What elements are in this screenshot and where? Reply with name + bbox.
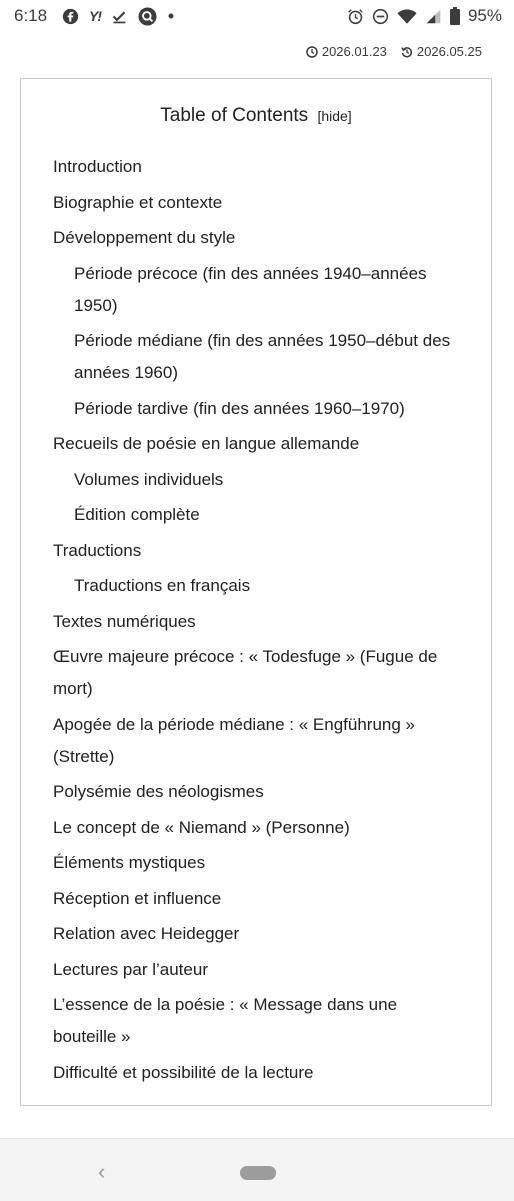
- toc-item[interactable]: Polysémie des néologismes: [53, 782, 264, 801]
- home-pill-icon[interactable]: [240, 1166, 276, 1180]
- dot-icon: [167, 12, 175, 20]
- toc-item[interactable]: L’essence de la poésie : « Message dans une bouteille »: [53, 995, 398, 1046]
- yahoo-icon: Y!: [89, 8, 101, 24]
- toc-item[interactable]: Période précoce (fin des années 1940–années 1950): [74, 263, 427, 315]
- clock-icon: [306, 46, 318, 58]
- toc-item[interactable]: Apogée de la période médiane : « Engführung » (Strette): [53, 714, 415, 766]
- toc-item[interactable]: Volumes individuels: [74, 469, 224, 489]
- battery-percent: 95%: [467, 6, 502, 25]
- notification-icons: [62, 6, 175, 26]
- toc-item[interactable]: Relation avec Heidegger: [53, 924, 240, 943]
- toc-item[interactable]: Période tardive (fin des années 1960–1970): [74, 398, 405, 418]
- toc-item[interactable]: Difficulté et possibilité de la lecture: [53, 1062, 314, 1082]
- toc-item[interactable]: Édition complète: [74, 505, 200, 524]
- toc-item[interactable]: Période médiane (fin des années 1950–début des années 1960): [74, 331, 451, 382]
- toc-item[interactable]: Traductions: [53, 540, 142, 560]
- search-app-icon: [138, 7, 157, 26]
- toc-item[interactable]: Œuvre majeure précoce : « Todesfuge » (Fugue de mort): [53, 647, 438, 698]
- toc-hide-toggle[interactable]: [hide]: [317, 108, 352, 124]
- toc-item[interactable]: Lectures par l’auteur: [53, 959, 208, 979]
- status-bar: [0, 0, 514, 32]
- toc-item[interactable]: Réception et influence: [53, 888, 222, 908]
- wifi-icon: [397, 8, 417, 25]
- history-icon: [401, 46, 413, 58]
- navigation-bar: [0, 1138, 514, 1201]
- toc-item[interactable]: Traductions en français: [74, 576, 251, 595]
- published-date-text: 2026.01.23: [321, 44, 387, 59]
- toc-list: [53, 151, 463, 1092]
- status-time: 6:18: [14, 6, 48, 25]
- toc-header: [21, 105, 491, 127]
- toc-item[interactable]: Développement du style: [53, 228, 236, 247]
- facebook-icon: [62, 8, 79, 25]
- toc-item[interactable]: Biographie et contexte: [53, 192, 223, 212]
- toc-item[interactable]: Introduction: [53, 157, 142, 176]
- updated-date-text: 2026.05.25: [416, 44, 482, 59]
- alarm-icon: [347, 8, 364, 25]
- back-icon[interactable]: ‹: [98, 1159, 106, 1184]
- table-of-contents: [20, 78, 492, 1106]
- signal-icon: [425, 8, 442, 25]
- updated-date: [401, 44, 482, 59]
- toc-item[interactable]: Éléments mystiques: [53, 853, 206, 872]
- article-dates: [306, 44, 482, 59]
- toc-title: Table of Contents: [160, 105, 309, 126]
- toc-item[interactable]: Textes numériques: [53, 611, 196, 631]
- published-date: [306, 44, 387, 59]
- download-done-icon: [111, 8, 128, 25]
- toc-item[interactable]: Recueils de poésie en langue allemande: [53, 434, 360, 453]
- toc-item[interactable]: Le concept de « Niemand » (Personne): [53, 817, 350, 837]
- battery-icon: [450, 7, 460, 25]
- do-not-disturb-icon: [372, 8, 389, 25]
- system-icons: [347, 6, 502, 26]
